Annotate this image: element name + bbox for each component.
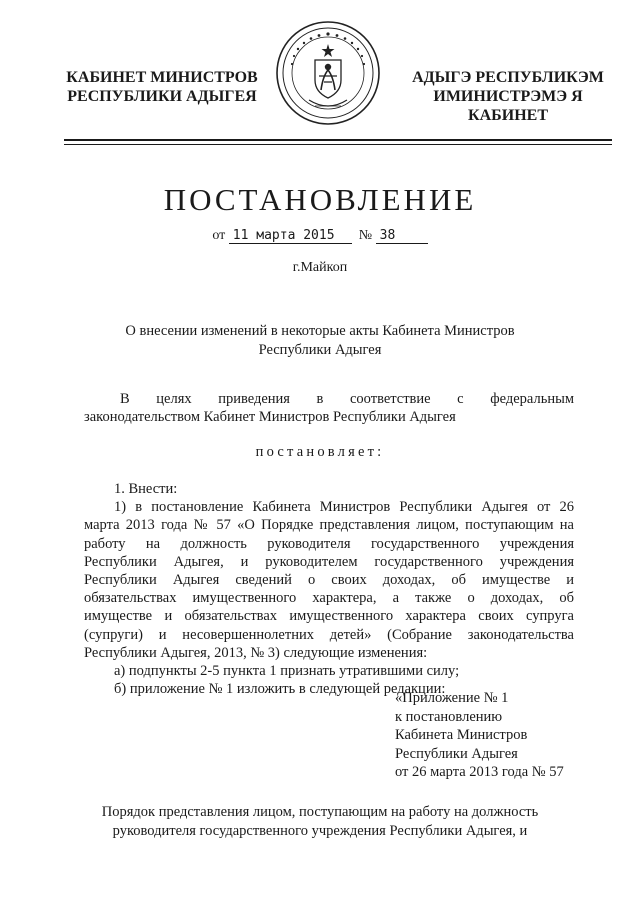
paragraph-line: имуществе и обязательствах имущественного характера своих супруга bbox=[84, 608, 574, 625]
appendix-header bbox=[395, 689, 595, 782]
appendix-line1: «Приложение № 1 bbox=[395, 690, 509, 706]
appendix-line2: к постановлению bbox=[395, 708, 503, 725]
decree-word: постановляет: bbox=[255, 444, 385, 460]
procedure-title-line1: Порядок представления лицом, поступающим на работу на должность bbox=[101, 804, 539, 820]
date-from-label: от bbox=[212, 228, 226, 243]
paragraph-line: Республики Адыгея, и руководителем государственного учреждения bbox=[84, 553, 574, 570]
document-title: ПОСТАНОВЛЕНИЕ bbox=[163, 182, 477, 217]
republic-emblem-icon bbox=[275, 20, 381, 126]
paragraph-line: 1) в постановление Кабинета Министров Республики Адыгея от 26 bbox=[114, 499, 574, 516]
appendix-line4: Республики Адыгея bbox=[395, 745, 518, 762]
issuer-name-adyghe bbox=[393, 68, 623, 125]
issuer-name-adyghe-line2: ИМИНИСТРЭМЭ Я КАБИНЕТ bbox=[433, 88, 583, 124]
paragraph-line: марта 2013 года № 57 «О Порядке представления лицом, поступающим на bbox=[84, 517, 574, 534]
document-date: 11 марта 2015 bbox=[229, 228, 352, 244]
date-number-line bbox=[0, 228, 640, 244]
preamble-line1: В целях приведения в соответствие с федеральным bbox=[120, 391, 574, 407]
appendix-line3: Кабинета Министров bbox=[395, 727, 528, 744]
paragraph-line: обязательствах имущественного характера, а также о доходах, об bbox=[84, 590, 574, 607]
paragraph-line: (супруги) и несовершеннолетних детей» (Собрание законодательства bbox=[84, 626, 574, 643]
document-number: 38 bbox=[376, 228, 428, 244]
subject-line2: Республики Адыгея bbox=[258, 342, 382, 358]
decree-body bbox=[84, 480, 574, 698]
subitem-b: б) приложение № 1 изложить в следующей редакции: bbox=[114, 681, 446, 698]
paragraph-line: Республики Адыгея сведений о своих доходах, об имуществе и bbox=[84, 572, 574, 589]
header-divider-thin bbox=[64, 144, 612, 145]
issuer-name-russian-line2: РЕСПУБЛИКИ АДЫГЕЯ bbox=[67, 88, 257, 105]
issuer-name-russian bbox=[62, 68, 262, 106]
issuer-name-adyghe-line1: АДЫГЭ РЕСПУБЛИКЭМ bbox=[412, 69, 604, 86]
city-of-issue: г.Майкоп bbox=[292, 260, 348, 275]
item-1: 1. Внести: bbox=[114, 481, 178, 497]
paragraph-line: работу на должность руководителя государственного учреждения bbox=[84, 535, 574, 552]
number-label: № bbox=[358, 228, 373, 243]
preamble-line2: законодательством Кабинет Министров Республики Адыгея bbox=[84, 409, 456, 426]
procedure-title-line2: руководителя государственного учреждения Республики Адыгея, и bbox=[112, 823, 528, 839]
paragraph-line-last: Республики Адыгея, 2013, № 3) следующие изменения: bbox=[84, 644, 428, 661]
appendix-line5: от 26 марта 2013 года № 57 bbox=[395, 764, 564, 781]
header-divider-thick bbox=[64, 139, 612, 141]
subitem-a: а) подпункты 2-5 пункта 1 признать утратившими силу; bbox=[114, 663, 460, 680]
procedure-title bbox=[80, 803, 560, 841]
issuer-name-russian-line1: КАБИНЕТ МИНИСТРОВ bbox=[66, 69, 258, 86]
preamble bbox=[84, 390, 574, 426]
subject-line1: О внесении изменений в некоторые акты Кабинета Министров bbox=[125, 323, 515, 339]
document-subject bbox=[100, 322, 540, 360]
